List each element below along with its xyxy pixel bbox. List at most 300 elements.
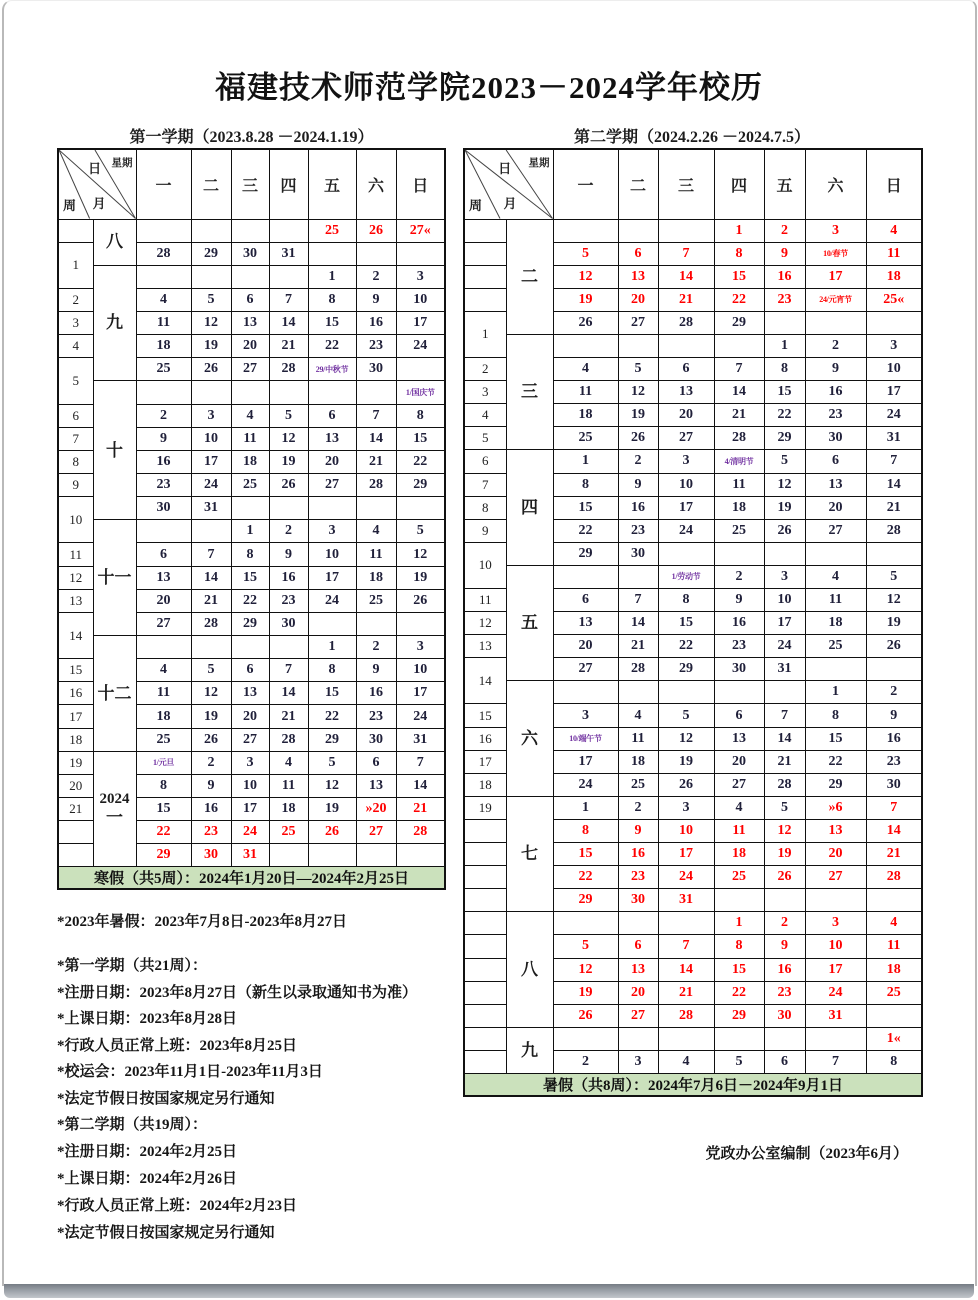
date-cell	[658, 1027, 714, 1050]
vacation-footer-row	[464, 1073, 922, 1096]
date-cell: 18	[553, 404, 618, 427]
date-cell: 26	[356, 219, 396, 242]
date-cell	[308, 381, 356, 404]
date-cell: 23	[136, 474, 191, 497]
date-cell	[618, 681, 658, 704]
date-cell: 19	[618, 404, 658, 427]
festival-date-cell: 24/元宵节	[805, 288, 866, 311]
date-cell: 17	[658, 496, 714, 519]
date-cell: 26	[308, 821, 356, 844]
date-cell: 22	[714, 981, 764, 1004]
vacation-footer-row	[58, 867, 445, 890]
date-cell: 20	[714, 750, 764, 773]
date-cell	[191, 265, 231, 288]
month-cell: 四	[506, 450, 553, 565]
date-cell: 26	[191, 358, 231, 381]
date-cell: 2	[356, 636, 396, 659]
date-cell: 24	[866, 404, 922, 427]
semester2-calendar-table	[463, 148, 923, 1097]
date-cell: 14	[658, 958, 714, 981]
date-cell: 14	[356, 427, 396, 450]
date-cell	[658, 334, 714, 357]
month-cell: 九	[93, 265, 136, 381]
date-cell: 10	[764, 589, 805, 612]
note-line: *法定节假日按国家规定另行通知	[57, 1225, 275, 1241]
date-cell: 12	[191, 682, 231, 705]
date-cell: 4	[269, 751, 308, 774]
date-cell	[136, 520, 191, 543]
date-cell	[396, 612, 445, 635]
date-cell	[308, 497, 356, 520]
date-cell: 30	[191, 844, 231, 867]
calendar-row	[58, 219, 445, 242]
date-cell: 29	[714, 311, 764, 334]
date-cell: 14	[396, 774, 445, 797]
date-cell: 11	[231, 427, 269, 450]
date-cell: 29	[658, 658, 714, 681]
week-number-cell: 15	[58, 659, 93, 682]
week-number-cell: 15	[464, 704, 506, 727]
date-cell: 9	[764, 935, 805, 958]
date-cell: 15	[714, 265, 764, 288]
date-cell: 12	[308, 774, 356, 797]
date-cell: 22	[764, 404, 805, 427]
date-cell: 21	[866, 843, 922, 866]
date-cell	[658, 681, 714, 704]
note-line: *注册日期：2024年2月25日	[57, 1144, 238, 1160]
festival-date-cell: 1/劳动节	[658, 565, 714, 588]
notes-semester1	[57, 953, 417, 1112]
date-cell	[136, 265, 191, 288]
date-cell: 4	[805, 565, 866, 588]
date-cell: 17	[658, 843, 714, 866]
date-cell	[658, 912, 714, 935]
date-cell: 28	[866, 866, 922, 889]
date-cell: 20	[231, 335, 269, 358]
date-cell	[231, 381, 269, 404]
date-cell: 22	[714, 288, 764, 311]
date-cell: 30	[231, 242, 269, 265]
date-cell: 27	[136, 612, 191, 635]
week-number-cell	[58, 821, 93, 844]
month-cell: 2024 一	[93, 751, 136, 867]
date-cell: 25	[136, 728, 191, 751]
date-cell	[764, 889, 805, 912]
date-cell: 6	[618, 242, 658, 265]
date-cell	[553, 565, 618, 588]
date-cell: 13	[356, 774, 396, 797]
date-cell: 16	[866, 727, 922, 750]
date-cell	[231, 636, 269, 659]
date-cell: 9	[269, 543, 308, 566]
date-cell: 2	[618, 450, 658, 473]
date-cell: 2	[866, 681, 922, 704]
corner-label-day: 日	[88, 161, 102, 176]
date-cell: 2	[356, 265, 396, 288]
date-cell: 28	[618, 658, 658, 681]
calendar-row	[58, 751, 445, 774]
date-cell: 18	[136, 335, 191, 358]
date-cell: 23	[618, 866, 658, 889]
date-cell: 6	[618, 935, 658, 958]
date-cell: 21	[396, 798, 445, 821]
date-cell: 11	[714, 473, 764, 496]
date-cell: 5	[191, 659, 231, 682]
date-cell: 6	[553, 589, 618, 612]
note-line: *上课日期：2023年8月28日	[57, 1011, 238, 1027]
date-cell: 8	[764, 358, 805, 381]
week-number-cell	[464, 889, 506, 912]
semester1-title: 第一学期（2023.8.28 －2024.1.19）	[129, 129, 374, 146]
calendar-row	[58, 381, 445, 404]
date-cell: 26	[658, 773, 714, 796]
date-cell: 6	[356, 751, 396, 774]
date-cell: 13	[618, 265, 658, 288]
date-cell: 7	[866, 796, 922, 819]
date-cell: 23	[805, 404, 866, 427]
date-cell: 15	[714, 958, 764, 981]
date-cell	[866, 1004, 922, 1027]
date-cell: 26	[618, 427, 658, 450]
date-cell: 13	[658, 381, 714, 404]
date-cell: 8	[714, 935, 764, 958]
date-cell: 4	[658, 1050, 714, 1073]
date-cell: 19	[764, 843, 805, 866]
date-cell: 1	[231, 520, 269, 543]
date-cell: 7	[269, 288, 308, 311]
date-cell: 25	[136, 358, 191, 381]
date-cell: 13	[714, 727, 764, 750]
date-cell: 7	[714, 358, 764, 381]
date-cell: 12	[658, 727, 714, 750]
date-cell: 2	[618, 796, 658, 819]
date-cell: 18	[714, 843, 764, 866]
date-cell	[191, 219, 231, 242]
date-cell: 1	[553, 796, 618, 819]
date-cell: 29	[191, 242, 231, 265]
date-cell: 7	[658, 935, 714, 958]
date-cell	[553, 912, 618, 935]
calendar-row	[464, 219, 922, 242]
date-cell: 21	[356, 450, 396, 473]
date-cell: 30	[764, 1004, 805, 1027]
date-cell: 15	[764, 381, 805, 404]
date-cell: 13	[553, 612, 618, 635]
date-cell: 7	[618, 589, 658, 612]
week-number-cell: 6	[58, 404, 93, 427]
week-number-cell	[464, 265, 506, 288]
date-cell	[356, 497, 396, 520]
week-number-cell: 17	[58, 705, 93, 728]
date-cell	[136, 219, 191, 242]
date-cell: 31	[231, 844, 269, 867]
date-cell: 17	[866, 381, 922, 404]
date-cell: 15	[136, 798, 191, 821]
month-cell: 八	[506, 912, 553, 1027]
date-cell: 4	[136, 288, 191, 311]
corner-label-weekday: 星期	[528, 158, 550, 169]
date-cell: 21	[866, 496, 922, 519]
date-cell: 1	[714, 219, 764, 242]
date-cell: 2	[191, 751, 231, 774]
date-cell	[191, 636, 231, 659]
date-cell: 12	[618, 381, 658, 404]
weekday-header-cell: 一	[553, 149, 618, 219]
festival-date-cell: 10/端午节	[553, 727, 618, 750]
date-cell: 8	[308, 288, 356, 311]
week-number-cell: 1	[464, 311, 506, 357]
date-cell: 14	[866, 473, 922, 496]
semester1-calendar-table	[57, 148, 446, 890]
date-cell: 23	[269, 589, 308, 612]
week-number-cell	[464, 242, 506, 265]
date-cell: 7	[764, 704, 805, 727]
date-cell: 22	[553, 866, 618, 889]
date-cell: 24	[658, 866, 714, 889]
date-cell	[618, 334, 658, 357]
week-number-cell: 19	[464, 796, 506, 819]
week-number-cell	[464, 1027, 506, 1050]
date-cell: 31	[764, 658, 805, 681]
date-cell	[866, 658, 922, 681]
week-number-cell	[58, 219, 93, 242]
date-cell: 5	[618, 358, 658, 381]
date-cell	[714, 681, 764, 704]
date-cell	[396, 358, 445, 381]
date-cell: 22	[553, 519, 618, 542]
semester2-title: 第二学期（2024.2.26 －2024.7.5）	[573, 129, 810, 146]
date-cell: 25	[714, 519, 764, 542]
date-cell: 5	[714, 1050, 764, 1073]
date-cell: 8	[714, 242, 764, 265]
date-cell: 13	[805, 473, 866, 496]
week-number-cell: 12	[464, 612, 506, 635]
date-cell: 13	[231, 312, 269, 335]
date-cell: 17	[191, 450, 231, 473]
date-cell: 8	[553, 819, 618, 842]
date-cell: 6	[805, 450, 866, 473]
date-cell: 18	[231, 450, 269, 473]
date-cell: 26	[191, 728, 231, 751]
date-cell: 21	[658, 981, 714, 1004]
date-cell: 29	[714, 1004, 764, 1027]
date-cell	[805, 542, 866, 565]
date-cell: 5	[764, 796, 805, 819]
date-cell: 3	[805, 219, 866, 242]
date-cell: 8	[396, 404, 445, 427]
date-cell: 5	[269, 404, 308, 427]
date-cell: 29	[396, 474, 445, 497]
date-cell: 14	[714, 381, 764, 404]
notes-semester2	[57, 1112, 297, 1247]
vacation-note: 寒假（共5周）：2024年1月20日—2024年2月25日	[58, 867, 445, 890]
date-cell	[269, 265, 308, 288]
week-number-cell: 4	[58, 335, 93, 358]
date-cell	[618, 219, 658, 242]
date-cell	[658, 542, 714, 565]
date-cell	[308, 612, 356, 635]
date-cell	[356, 844, 396, 867]
date-cell: 24	[764, 635, 805, 658]
date-cell	[764, 1027, 805, 1050]
credit-line: 党政办公室编制（2023年6月）	[705, 1146, 908, 1162]
date-cell: 12	[866, 589, 922, 612]
date-cell: 9	[191, 774, 231, 797]
date-cell: 26	[764, 519, 805, 542]
date-cell: 20	[136, 589, 191, 612]
date-cell: 3	[658, 450, 714, 473]
month-cell: 九	[506, 1027, 553, 1073]
date-cell	[764, 542, 805, 565]
date-cell	[553, 1027, 618, 1050]
week-number-cell: 3	[464, 381, 506, 404]
date-cell: 7	[269, 659, 308, 682]
week-number-cell: 17	[464, 750, 506, 773]
date-cell: 27	[805, 519, 866, 542]
date-cell	[764, 311, 805, 334]
date-cell	[308, 242, 356, 265]
date-cell: 5	[191, 288, 231, 311]
week-number-cell: 13	[464, 635, 506, 658]
note-line: *上课日期：2024年2月26日	[57, 1171, 238, 1187]
date-cell	[269, 219, 308, 242]
date-cell: 3	[658, 796, 714, 819]
date-cell: 27	[805, 866, 866, 889]
date-cell: 10	[658, 473, 714, 496]
week-number-cell: 11	[464, 589, 506, 612]
weekday-header-cell: 三	[658, 149, 714, 219]
date-cell: 26	[553, 1004, 618, 1027]
calendar-row	[58, 636, 445, 659]
date-cell: 18	[618, 750, 658, 773]
date-cell: 4	[356, 520, 396, 543]
date-cell: 2	[269, 520, 308, 543]
date-cell: 29	[308, 728, 356, 751]
note-line: *行政人员正常上班：2023年8月25日	[57, 1037, 298, 1054]
date-cell: 28	[356, 474, 396, 497]
date-cell: 11	[269, 774, 308, 797]
date-cell: 5	[764, 450, 805, 473]
date-cell: »20	[356, 798, 396, 821]
date-cell: 28	[658, 311, 714, 334]
date-cell: 23	[356, 335, 396, 358]
date-cell: 14	[866, 819, 922, 842]
date-cell: 22	[136, 821, 191, 844]
date-cell: 6	[136, 543, 191, 566]
date-cell: 20	[805, 843, 866, 866]
week-number-cell: 1	[58, 242, 93, 288]
date-cell: 16	[764, 958, 805, 981]
date-cell: 25	[714, 866, 764, 889]
notes-summer-2023	[57, 910, 347, 935]
week-number-cell: 4	[464, 404, 506, 427]
date-cell	[553, 334, 618, 357]
date-cell: 10	[396, 288, 445, 311]
corner-label-month: 月	[92, 195, 106, 211]
date-cell: 19	[269, 450, 308, 473]
date-cell: 18	[356, 566, 396, 589]
date-cell	[764, 681, 805, 704]
date-cell: 19	[658, 750, 714, 773]
date-cell: 11	[714, 819, 764, 842]
week-number-cell	[464, 958, 506, 981]
date-cell: 7	[805, 1050, 866, 1073]
date-cell: 1	[308, 265, 356, 288]
table-corner-cell	[58, 149, 136, 219]
date-cell	[269, 497, 308, 520]
week-number-cell	[464, 219, 506, 242]
date-cell: 4	[618, 704, 658, 727]
date-cell	[618, 565, 658, 588]
date-cell: 15	[396, 427, 445, 450]
date-cell: 17	[764, 612, 805, 635]
date-cell: 4	[553, 358, 618, 381]
date-cell: 11	[356, 543, 396, 566]
date-cell: 23	[356, 705, 396, 728]
date-cell	[714, 542, 764, 565]
date-cell	[396, 242, 445, 265]
week-number-cell	[58, 844, 93, 867]
date-cell: 27	[553, 658, 618, 681]
date-cell: 10	[191, 427, 231, 450]
date-cell: 29	[553, 542, 618, 565]
date-cell: 27«	[396, 219, 445, 242]
date-cell: 11	[136, 682, 191, 705]
week-number-cell	[464, 819, 506, 842]
date-cell: 6	[231, 659, 269, 682]
date-cell: 5	[553, 935, 618, 958]
note-line: *第一学期（共21周）：	[57, 958, 208, 974]
date-cell: 19	[553, 981, 618, 1004]
date-cell: 23	[866, 750, 922, 773]
table-corner-cell	[464, 149, 553, 219]
date-cell: 2	[136, 404, 191, 427]
date-cell: 24	[658, 519, 714, 542]
date-cell: 23	[764, 981, 805, 1004]
calendar-row	[464, 681, 922, 704]
date-cell: 18	[269, 798, 308, 821]
date-cell: 2	[764, 912, 805, 935]
date-cell: 28	[658, 1004, 714, 1027]
date-cell: 20	[618, 288, 658, 311]
date-cell: 19	[191, 705, 231, 728]
date-cell: 28	[269, 358, 308, 381]
date-cell: 30	[618, 889, 658, 912]
date-cell: 11	[618, 727, 658, 750]
date-cell: 10	[308, 543, 356, 566]
date-cell: 30	[136, 497, 191, 520]
date-cell	[308, 844, 356, 867]
week-number-cell	[464, 866, 506, 889]
week-number-cell: 12	[58, 566, 93, 589]
date-cell: 18	[866, 958, 922, 981]
date-cell: 16	[269, 566, 308, 589]
date-cell: 29	[805, 773, 866, 796]
date-cell: 26	[553, 311, 618, 334]
date-cell: 22	[805, 750, 866, 773]
date-cell: 28	[866, 519, 922, 542]
date-cell: 13	[618, 958, 658, 981]
date-cell	[805, 311, 866, 334]
date-cell: 30	[356, 728, 396, 751]
date-cell: 28	[269, 728, 308, 751]
date-cell	[136, 636, 191, 659]
month-cell: 二	[506, 219, 553, 334]
date-cell: 27	[356, 821, 396, 844]
calendar-row	[464, 450, 922, 473]
date-cell: 13	[805, 819, 866, 842]
date-cell	[618, 912, 658, 935]
